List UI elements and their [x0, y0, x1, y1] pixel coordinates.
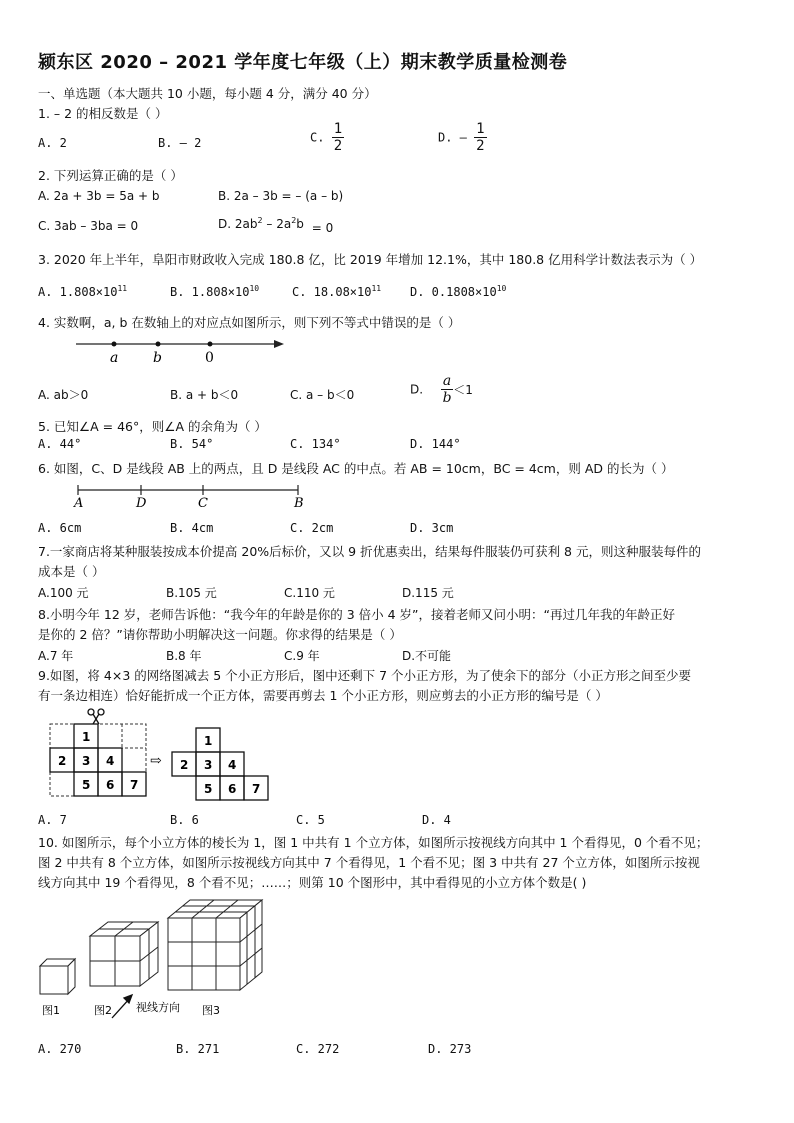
q2-option-d[interactable]: D. $2ab^2 - 2a^2b = 0$: [218, 216, 334, 235]
q3-stem: 3. 2020 年上半年，阜阳市财政收入完成 180.8 亿，比 2019 年增加 12.1%，其中 180.8 亿用科学计数法表示为（ ）: [38, 252, 703, 267]
fig2-caption: 图2: [94, 1004, 112, 1017]
section-heading: 一、单选题（本大题共 10 小题，每小题 4 分，满分 40 分）: [38, 86, 377, 101]
fig3-caption: 图3: [202, 1004, 220, 1017]
q7-stem-line2: 成本是（ ）: [38, 564, 105, 579]
q9-stem-line1: 9.如图，将 4×3 的网络图减去 5 个小正方形后，图中还剩下 7 个小正方形，为了使余下的部分（小正方形之间至少要: [38, 668, 692, 683]
q2-option-c[interactable]: C. 3ab – 3ba = 0: [38, 219, 139, 233]
q1-option-b[interactable]: B. – 2: [158, 136, 202, 150]
svg-text:3: 3: [204, 758, 213, 772]
point-b: [156, 342, 161, 347]
q9-option-d[interactable]: D. 4: [422, 813, 451, 827]
label-zero: 0: [205, 350, 214, 366]
q8-stem-line2: 是你的 2 倍？”请你帮助小明解决这一问题。你求得的结果是（ ）: [38, 627, 402, 642]
q2-option-b[interactable]: B. 2a – 3b = – (a – b): [218, 189, 344, 203]
segment-figure: [72, 482, 312, 512]
q1-option-d[interactable]: [438, 122, 487, 153]
q8-option-b[interactable]: B.8 年: [166, 649, 202, 663]
q9-option-a[interactable]: A. 7: [38, 813, 67, 827]
q1-option-a[interactable]: A. 2: [38, 136, 67, 150]
cube-figure-3: [168, 900, 262, 990]
cube-figure-2: [90, 922, 158, 986]
q4-option-c[interactable]: C. a – b＜0: [290, 388, 355, 402]
q5-option-b[interactable]: B. 54°: [170, 437, 214, 451]
q6-option-c[interactable]: C. 2cm: [290, 521, 334, 535]
q6-stem: 6. 如图，C、D 是线段 AB 上的两点，且 D 是线段 AC 的中点。若 AB = 10cm，BC = 4cm，则 AD 的长为（ ）: [38, 461, 674, 476]
label-C: C: [198, 496, 208, 511]
q1-c-fraction: $\frac{1}{2}$: [333, 121, 343, 154]
q6-option-a[interactable]: A. 6cm: [38, 521, 82, 535]
svg-text:7: 7: [130, 778, 139, 792]
svg-text:7: 7: [252, 782, 261, 796]
svg-text:4: 4: [106, 754, 115, 768]
svg-text:1: 1: [82, 730, 91, 744]
label-A: A: [74, 496, 84, 511]
q5-option-c[interactable]: C. 134°: [290, 437, 341, 451]
svg-text:2: 2: [180, 758, 189, 772]
q8-option-c[interactable]: C.9 年: [284, 649, 320, 663]
cube-figure-1: [40, 959, 75, 994]
q10-option-b[interactable]: B. 271: [176, 1042, 220, 1056]
q10-stem-line2: 图 2 中共有 8 个立方体，如图所示按视线方向其中 7 个看得见，1 个看不见；图 3 中共有 27 个立方体，如图所示按视: [38, 855, 700, 870]
q10-stem-line1: 10. 如图所示，每个小立方体的棱长为 1，图 1 中共有 1 个立方体，如图所示按视线方向其中 1 个看得见，0 个看不见；: [38, 835, 709, 850]
number-line-arrow: [274, 340, 284, 348]
view-direction-arrow-icon: [112, 995, 132, 1018]
grid-figure: [44, 708, 276, 804]
q1-stem: 1. – 2 的相反数是（ ）: [38, 106, 168, 121]
q10-stem-line3: 线方向其中 19 个看得见，8 个看不见；……；则第 10 个图形中，其中看得见的小立方体个数是( ): [38, 875, 587, 890]
q5-stem: 5. 已知∠A = 46°，则∠A 的余角为（ ）: [38, 419, 267, 434]
svg-text:6: 6: [228, 782, 237, 796]
svg-text:1: 1: [204, 734, 213, 748]
svg-text:5: 5: [204, 782, 213, 796]
q8-stem-line1: 8.小明今年 12 岁，老师告诉他：“我今年的年龄是你的 3 倍小 4 岁”，接着老师又问小明：“再过几年我的年龄正好: [38, 607, 676, 622]
label-b: b: [153, 350, 162, 366]
q1-d-label: D. –: [438, 130, 467, 145]
q7-option-b[interactable]: B.105 元: [166, 586, 217, 600]
q1-option-c[interactable]: [310, 122, 344, 153]
q9-option-c[interactable]: C. 5: [296, 813, 325, 827]
q2-stem: 2. 下列运算正确的是（ ）: [38, 168, 183, 183]
q10-option-d[interactable]: D. 273: [428, 1042, 472, 1056]
fig1-caption: 图1: [42, 1004, 60, 1017]
q6-option-b[interactable]: B. 4cm: [170, 521, 214, 535]
view-direction-caption: 视线方向: [136, 1001, 180, 1014]
q4-stem: 4. 实数啊，a, b 在数轴上的对应点如图所示，则下列不等式中错误的是（ ）: [38, 315, 461, 330]
q9-option-b[interactable]: B. 6: [170, 813, 199, 827]
q3-option-c[interactable]: C. $18.08\times 10^{11}$: [292, 284, 382, 299]
q8-option-d[interactable]: D.不可能: [402, 649, 452, 663]
label-a: a: [110, 350, 119, 366]
q5-option-d[interactable]: D. 144°: [410, 437, 461, 451]
svg-text:5: 5: [82, 778, 91, 792]
scissors-icon: [88, 709, 104, 724]
q7-option-d[interactable]: D.115 元: [402, 586, 454, 600]
transform-arrow-icon: ⇨: [150, 753, 162, 769]
q4-option-b[interactable]: B. a + b＜0: [170, 388, 239, 402]
label-B: B: [294, 496, 304, 511]
page-title: 颍东区 2020 – 2021 学年度七年级（上）期末教学质量检测卷: [38, 52, 568, 73]
q4-option-a[interactable]: A. ab＞0: [38, 388, 89, 402]
point-a: [112, 342, 117, 347]
q1-c-label: C.: [310, 130, 325, 145]
label-D: D: [136, 496, 147, 511]
cubes-figure: [36, 896, 276, 1022]
q5-option-a[interactable]: A. 44°: [38, 437, 82, 451]
point-zero: [208, 342, 213, 347]
q10-option-a[interactable]: A. 270: [38, 1042, 82, 1056]
svg-text:6: 6: [106, 778, 115, 792]
q7-stem-line1: 7.一家商店将某种服装按成本价提高 20%后标价，又以 9 折优惠卖出，结果每件服装仍可获利 8 元，则这种服装每件的: [38, 544, 701, 559]
svg-text:2: 2: [58, 754, 67, 768]
q4-option-d[interactable]: D. $\frac{a}{b}$ ＜1: [410, 373, 473, 406]
svg-text:3: 3: [82, 754, 91, 768]
q8-option-a[interactable]: A.7 年: [38, 649, 74, 663]
q7-option-a[interactable]: A.100 元: [38, 586, 89, 600]
q3-option-d[interactable]: D. $0.1808\times 10^{10}$: [410, 284, 507, 299]
q1-d-fraction: $\frac{1}{2}$: [476, 121, 485, 154]
svg-text:4: 4: [228, 758, 237, 772]
q9-stem-line2: 有一条边相连）恰好能折成一个正方体，需要再剪去 1 个小正方形，则应剪去的小正方形的编号是（ ）: [38, 688, 608, 703]
q2-option-a[interactable]: A. 2a + 3b = 5a + b: [38, 189, 160, 203]
number-line-figure: [72, 334, 288, 366]
q10-option-c[interactable]: C. 272: [296, 1042, 340, 1056]
q3-option-b[interactable]: B. $1.808\times 10^{10}$: [170, 284, 260, 299]
q7-option-c[interactable]: C.110 元: [284, 586, 335, 600]
q3-option-a[interactable]: A. $1.808\times 10^{11}$: [38, 284, 128, 299]
q6-option-d[interactable]: D. 3cm: [410, 521, 454, 535]
